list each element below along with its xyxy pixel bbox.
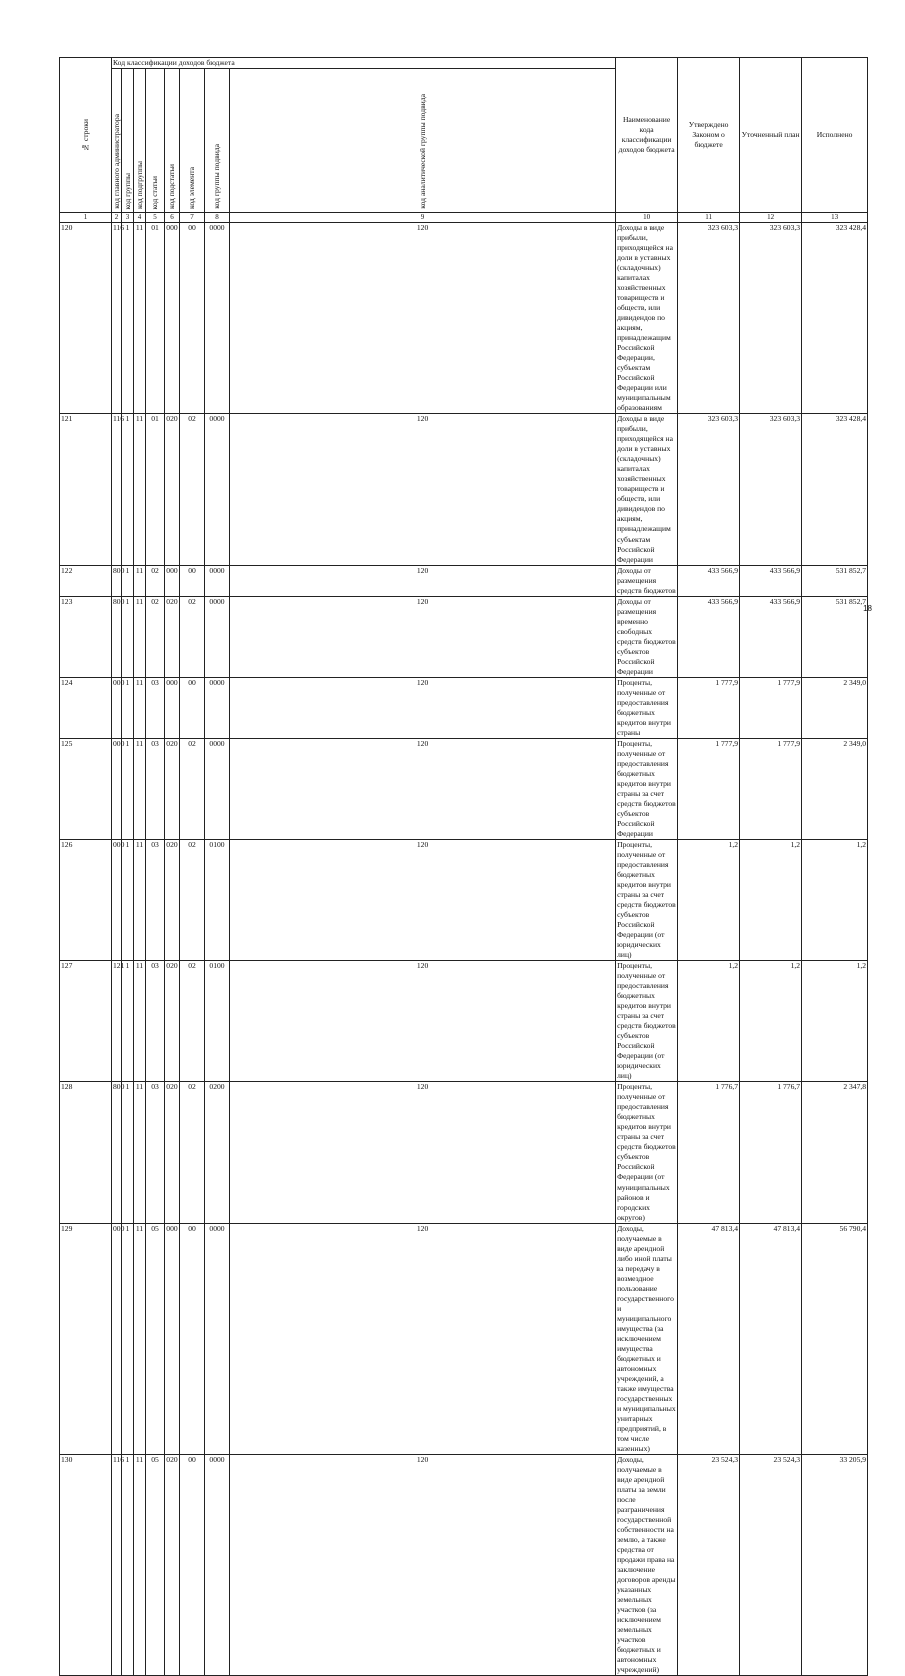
- executed-amount: 323 428,4: [802, 223, 868, 414]
- column-number: 12: [740, 213, 802, 223]
- executed-amount: 33 205,9: [802, 1454, 868, 1675]
- code-analytic-group: 120: [230, 414, 616, 565]
- code-subtype-group: 0100: [205, 961, 230, 1082]
- table-row: [60, 414, 868, 565]
- approved-amount: 1,2: [678, 961, 740, 1082]
- code-subtype-group: 0000: [205, 596, 230, 677]
- income-name: Доходы, получаемые в виде арендной либо иной платы за передачу в возмездное пользование государственного и муниципального имущества (за исключением имущества бюджетных и автономных учреждений, а также имущества государственных и муниципальных унитарных предприятий, в том числе казенных): [617, 1223, 676, 1453]
- code-article: 03: [146, 738, 165, 839]
- income-name: Проценты, полученные от предоставления бюджетных кредитов внутри страны за счет средств бюджетов субъектов Российской Федерации (от юридических лиц): [617, 839, 676, 960]
- code-group: 1: [122, 738, 134, 839]
- plan-amount: 433 566,9: [740, 565, 802, 596]
- code-analytic-group: 120: [230, 738, 616, 839]
- code-element: 02: [180, 596, 205, 677]
- header-code-element: код элемента: [180, 69, 205, 213]
- executed-amount: 531 852,7: [802, 565, 868, 596]
- row-number: 123: [60, 596, 112, 677]
- approved-amount: 323 603,3: [678, 414, 740, 565]
- code-group: 1: [122, 839, 134, 960]
- plan-amount: 323 603,3: [740, 223, 802, 414]
- income-name: Проценты, полученные от предоставления бюджетных кредитов внутри страны за счет средств бюджетов субъектов Российской Федерации (от юридических лиц): [617, 961, 676, 1081]
- table-row: [60, 677, 868, 738]
- header-executed: Исполнено: [802, 58, 868, 213]
- header-code-subgroup: код подгруппы: [134, 69, 146, 213]
- code-subtype-group: 0100: [205, 839, 230, 960]
- code-subgroup: 11: [134, 961, 146, 1082]
- code-group: 1: [122, 414, 134, 565]
- code-admin: 000: [112, 738, 122, 839]
- code-group: 1: [122, 223, 134, 414]
- approved-amount: 1 777,9: [678, 738, 740, 839]
- code-element: 02: [180, 738, 205, 839]
- row-number: 125: [60, 738, 112, 839]
- code-element: 02: [180, 961, 205, 1082]
- approved-amount: 23 524,3: [678, 1454, 740, 1675]
- table-row: [60, 839, 868, 960]
- income-name: Проценты, полученные от предоставления бюджетных кредитов внутри страны за счет средств бюджетов субъектов Российской Федерации: [617, 738, 676, 838]
- executed-amount: 56 790,4: [802, 1223, 868, 1454]
- code-subarticle: 020: [165, 961, 180, 1082]
- code-group: 1: [122, 961, 134, 1082]
- plan-amount: 1 777,9: [740, 677, 802, 738]
- code-group: 1: [122, 596, 134, 677]
- code-admin: 116: [112, 414, 122, 565]
- table-row: [60, 738, 868, 839]
- code-subgroup: 11: [134, 223, 146, 414]
- budget-income-table: [59, 57, 868, 1676]
- column-number: 2: [112, 213, 122, 223]
- code-element: 02: [180, 414, 205, 565]
- code-subarticle: 000: [165, 677, 180, 738]
- code-analytic-group: 120: [230, 1223, 616, 1454]
- code-element: 00: [180, 223, 205, 414]
- code-subgroup: 11: [134, 1454, 146, 1675]
- table-row: [60, 1082, 868, 1223]
- code-admin: 800: [112, 565, 122, 596]
- code-admin: 000: [112, 677, 122, 738]
- row-number: 124: [60, 677, 112, 738]
- code-subgroup: 11: [134, 677, 146, 738]
- code-subgroup: 11: [134, 565, 146, 596]
- code-admin: 000: [112, 1223, 122, 1454]
- plan-amount: 1,2: [740, 839, 802, 960]
- code-subarticle: 020: [165, 596, 180, 677]
- code-subarticle: 020: [165, 839, 180, 960]
- plan-amount: 1,2: [740, 961, 802, 1082]
- code-article: 01: [146, 414, 165, 565]
- income-name: Доходы в виде прибыли, приходящейся на доли в уставных (складочных) капиталах хозяйственных товариществ и обществ, или дивидендов по акциям, принадлежащим субъектам Российской Федерации: [616, 414, 678, 565]
- code-article: 01: [146, 223, 165, 414]
- approved-amount: 1 777,9: [678, 677, 740, 738]
- column-number: 1: [60, 213, 112, 223]
- code-subarticle: 020: [165, 1454, 180, 1675]
- executed-amount: 1,2: [802, 839, 868, 960]
- code-admin: 116: [112, 1454, 122, 1675]
- code-subarticle: 020: [165, 414, 180, 565]
- column-number: 11: [678, 213, 740, 223]
- code-subarticle: 020: [165, 1082, 180, 1223]
- code-article: 05: [146, 1223, 165, 1454]
- code-group: 1: [122, 677, 134, 738]
- code-article: 03: [146, 1082, 165, 1223]
- code-group: 1: [122, 1223, 134, 1454]
- code-subtype-group: 0000: [205, 414, 230, 565]
- column-number: 3: [122, 213, 134, 223]
- code-subtype-group: 0000: [205, 738, 230, 839]
- column-number: 10: [616, 213, 678, 223]
- header-code-admin: код главного администратора: [112, 69, 122, 213]
- code-subgroup: 11: [134, 839, 146, 960]
- column-number: 7: [180, 213, 205, 223]
- plan-amount: 47 813,4: [740, 1223, 802, 1454]
- row-number: 129: [60, 1223, 112, 1454]
- column-numbers-row: [60, 213, 868, 223]
- income-name: Проценты, полученные от предоставления бюджетных кредитов внутри страны за счет средств бюджетов субъектов Российской Федерации (от муниципальных районов и городских округов): [617, 1082, 676, 1222]
- code-subgroup: 11: [134, 738, 146, 839]
- approved-amount: 47 813,4: [678, 1223, 740, 1454]
- plan-amount: 23 524,3: [740, 1454, 802, 1675]
- page-number: 18: [863, 604, 872, 613]
- code-subtype-group: 0000: [205, 223, 230, 414]
- code-admin: 116: [112, 223, 122, 414]
- code-subtype-group: 0000: [205, 1223, 230, 1454]
- approved-amount: 323 603,3: [678, 223, 740, 414]
- plan-amount: 433 566,9: [740, 596, 802, 677]
- table-row: [60, 565, 868, 596]
- code-admin: 800: [112, 1082, 122, 1223]
- code-element: 00: [180, 677, 205, 738]
- code-element: 00: [180, 1454, 205, 1675]
- approved-amount: 433 566,9: [678, 565, 740, 596]
- executed-amount: 2 347,8: [802, 1082, 868, 1223]
- code-analytic-group: 120: [230, 677, 616, 738]
- column-number: 9: [230, 213, 616, 223]
- code-analytic-group: 120: [230, 223, 616, 414]
- code-article: 03: [146, 677, 165, 738]
- header-code-subarticle: код подстатьи: [165, 69, 180, 213]
- code-subarticle: 000: [165, 565, 180, 596]
- code-subarticle: 000: [165, 1223, 180, 1454]
- row-number: 120: [60, 223, 112, 414]
- header-code-article: код статьи: [146, 69, 165, 213]
- plan-amount: 323 603,3: [740, 414, 802, 565]
- income-name: Доходы от размещения временно свободных средств бюджетов субъектов Российской Федерации: [617, 596, 676, 676]
- income-name: Доходы от размещения средств бюджетов: [617, 565, 676, 595]
- code-subarticle: 000: [165, 223, 180, 414]
- plan-amount: 1 777,9: [740, 738, 802, 839]
- code-subarticle: 020: [165, 738, 180, 839]
- code-analytic-group: 120: [230, 1454, 616, 1675]
- table-row: [60, 596, 868, 677]
- code-group: 1: [122, 1454, 134, 1675]
- code-subtype-group: 0000: [205, 1454, 230, 1675]
- table-row: [60, 1454, 868, 1675]
- code-admin: 121: [112, 961, 122, 1082]
- code-subgroup: 11: [134, 1082, 146, 1223]
- code-analytic-group: 120: [230, 596, 616, 677]
- code-analytic-group: 120: [230, 961, 616, 1082]
- column-number: 13: [802, 213, 868, 223]
- row-number: 121: [60, 414, 112, 565]
- code-group: 1: [122, 565, 134, 596]
- code-subgroup: 11: [134, 414, 146, 565]
- row-number: 122: [60, 565, 112, 596]
- code-article: 05: [146, 1454, 165, 1675]
- column-number: 4: [134, 213, 146, 223]
- code-admin: 800: [112, 596, 122, 677]
- approved-amount: 1,2: [678, 839, 740, 960]
- header-name: Наименование кода классификации доходов бюджета: [616, 58, 678, 213]
- header-row-no: № строки: [60, 58, 112, 213]
- header-approved: Утверждено Законом о бюджете: [678, 58, 740, 213]
- header-plan: Уточненный план: [740, 58, 802, 213]
- row-number: 126: [60, 839, 112, 960]
- code-article: 03: [146, 839, 165, 960]
- table-row: [60, 1223, 868, 1454]
- code-element: 00: [180, 565, 205, 596]
- code-subgroup: 11: [134, 596, 146, 677]
- code-admin: 000: [112, 839, 122, 960]
- code-article: 03: [146, 961, 165, 1082]
- code-article: 02: [146, 596, 165, 677]
- code-element: 02: [180, 839, 205, 960]
- code-group: 1: [122, 1082, 134, 1223]
- row-number: 128: [60, 1082, 112, 1223]
- code-analytic-group: 120: [230, 1082, 616, 1223]
- executed-amount: 2 349,0: [802, 738, 868, 839]
- income-name: Проценты, полученные от предоставления бюджетных кредитов внутри страны: [616, 677, 678, 738]
- income-name: Доходы, получаемые в виде арендной платы за земли после разграничения государственной собственности на землю, а также средства от продажи права на заключение договоров аренды указанных земельных участков (за исключением земельных участков бюджетных и автономных учреждений): [616, 1454, 678, 1675]
- header-code-analytic-group: код аналитической группы подвида: [230, 69, 616, 213]
- header-code-subtype-group: код группы подвида: [205, 69, 230, 213]
- approved-amount: 433 566,9: [678, 596, 740, 677]
- executed-amount: 2 349,0: [802, 677, 868, 738]
- code-subgroup: 11: [134, 1223, 146, 1454]
- code-subtype-group: 0000: [205, 677, 230, 738]
- table-body: [60, 223, 868, 1676]
- code-element: 02: [180, 1082, 205, 1223]
- column-number: 8: [205, 213, 230, 223]
- row-number: 127: [60, 961, 112, 1082]
- table-row: [60, 961, 868, 1082]
- executed-amount: 1,2: [802, 961, 868, 1082]
- column-number: 6: [165, 213, 180, 223]
- column-number: 5: [146, 213, 165, 223]
- code-analytic-group: 120: [230, 565, 616, 596]
- approved-amount: 1 776,7: [678, 1082, 740, 1223]
- code-subtype-group: 0000: [205, 565, 230, 596]
- row-number: 130: [60, 1454, 112, 1675]
- executed-amount: 531 852,7: [802, 596, 868, 677]
- header-code-group: Код классификации доходов бюджета: [112, 58, 616, 69]
- code-subtype-group: 0200: [205, 1082, 230, 1223]
- code-analytic-group: 120: [230, 839, 616, 960]
- header-code-group-col: код группы: [122, 69, 134, 213]
- code-element: 00: [180, 1223, 205, 1454]
- code-article: 02: [146, 565, 165, 596]
- table-row: [60, 223, 868, 414]
- plan-amount: 1 776,7: [740, 1082, 802, 1223]
- executed-amount: 323 428,4: [802, 414, 868, 565]
- income-name: Доходы в виде прибыли, приходящейся на доли в уставных (складочных) капиталах хозяйственных товариществ и обществ, или дивидендов по акциям, принадлежащим Российской Федерации, субъектам Российской Федерации или муниципальным образованиям: [616, 223, 678, 414]
